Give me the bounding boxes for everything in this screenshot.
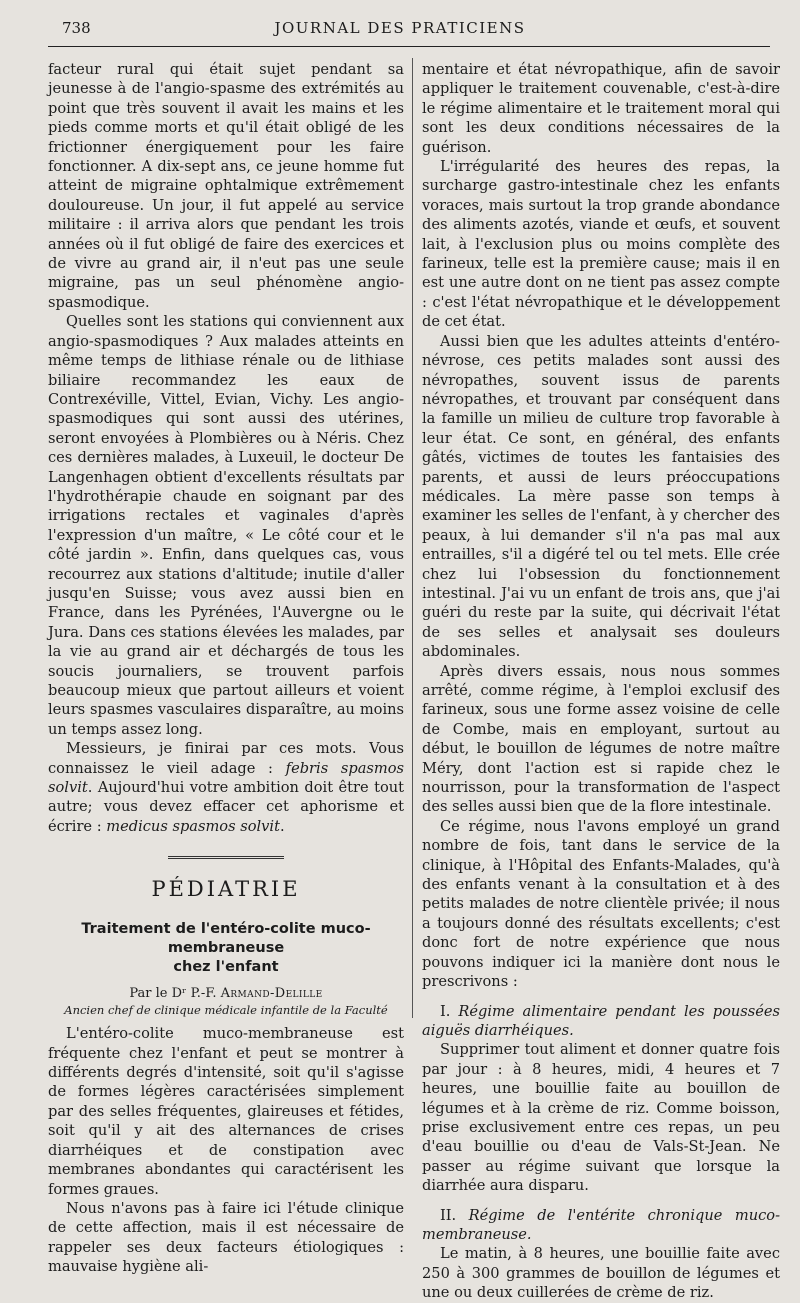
adage-latin: febris spasmos solvit: [48, 759, 405, 797]
byline-author: Armand-Delille: [220, 986, 323, 1002]
conclusion-text-c: .: [279, 817, 285, 835]
conclusion-text-a: Messieurs, je finirai par ces mots. Vous connaissez le vieil adage :: [48, 740, 404, 777]
journal-title: JOURNAL DES PRATICIENS: [274, 19, 526, 37]
right-column: [422, 60, 780, 1303]
byline-prefix: Par le Dʳ P.-F.: [129, 986, 221, 1002]
paragraph-regime-2: Le matin, à 8 heures, une bouillie faite avec 250 à 300 grammes de bouillon de légumes et une ou deux cuillerées de crème de riz.: [422, 1245, 780, 1302]
new-aphorism-latin: medicus spasmos solvit: [106, 817, 280, 835]
paragraph-intro-enterocolite: L'entéro-colite muco-membraneuse est fréquente chez l'enfant et peut se montrer à différents degrés d'intensité, soit qu'il s'agisse de formes légères caractérisées simplement par des selles fréquentes, glaireuses et fétides, soit qu'il y ait des alternances de crises diarrhéiques et de constipation avec membranes abondantes qui caractérisent les formes graues.: [48, 1025, 404, 1198]
header-rule: [48, 46, 770, 47]
article-byline: [48, 985, 404, 1002]
paragraph-migraine-case: facteur rural qui était sujet pendant sa jeunesse à de l'angio-spasme des extrémités au point que très souvent il avait les mains et les pieds comme morts et qu'il était obligé de les frictionner énergiquement pour les faire fonctionner. A dix-sept ans, ce jeune homme fut atteint de migraine ophtalmique extrêmement douloureuse. Un jour, il fut appelé au service militaire : il arriva alors que pendant les trois années où il fut obligé de faire des exercices et de vivre au grand air, il n'eut pas une seule migraine, pas un seul phénomène angio-spasmodique.: [48, 61, 404, 311]
regime-2-heading: [422, 1206, 780, 1245]
paragraph-continuation: mentaire et état névropathique, afin de savoir appliquer le traitement couvenable, c'est-à-dire le régime alimentaire et le traitement moral qui sont les deux conditions nécessaires de la guérison.: [422, 61, 780, 156]
regime-2-number: II.: [440, 1206, 469, 1224]
page-header: [0, 16, 800, 50]
section-divider-rule: [168, 856, 284, 862]
paragraph-experience: Ce régime, nous l'avons employé un grand nombre de fois, tant dans le service de la clinique, à l'Hôpital des Enfants-Malades, qu'à des enfants venant à la consultation et à des petits malades de notre clientèle privée; il nous a toujours donné des résultats excellents; c'est donc fort de notre expérience que nous pouvons indiquer ici la manière dont nous le prescrivons :: [422, 817, 780, 991]
paragraph-diet-choice: Après divers essais, nous nous sommes arrêté, comme régime, à l'emploi exclusif des farineux, sous une forme assez voisine de celle de Combe, mais en employant, surtout au début, le bouillon de légumes de notre maître Méry, dont l'action est si rapide chez le nourrisson, pour la transformation de l'aspect des selles aussi bien que de la flore intestinale.: [422, 662, 780, 816]
left-column: [48, 60, 404, 1277]
article-title-line1: Traitement de l'entéro-colite muco-membraneuse: [81, 921, 371, 957]
paragraph-conclusion: [48, 739, 404, 836]
author-affiliation: Ancien chef de clinique médicale infantile de la Faculté: [64, 1003, 388, 1018]
paragraph-first-cause: L'irrégularité des heures des repas, la surcharge gastro-intestinale chez les enfants voraces, mais surtout la trop grande abondance des aliments azotés, viande et œufs, et souvent lait, à l'exclusion plus ou moins complète des farineux, telle est la première cause; mais il en est une autre dont on ne tient pas assez compte : c'est l'état névropathique et le développement de cet état.: [422, 158, 780, 331]
regime-2-title: Régime de l'entérite chronique muco-membraneuse.: [422, 1206, 780, 1243]
regime-1-title: Régime alimentaire pendant les poussées aiguës diarrhéiques.: [422, 1002, 780, 1039]
paragraph-regime-1: Supprimer tout aliment et donner quatre fois par jour : à 8 heures, midi, 4 heures et 7 heures, une bouillie faite au bouillon de légumes et à la crème de riz. Comme boisson, prise exclusivement entre ces repas, un peu d'eau bouillie ou d'eau de Vals-St-Jean. Ne passer au régime suivant que lorsque la diarrhée aura disparu.: [422, 1041, 780, 1195]
conclusion-text-b: . Aujourd'hui votre ambition doit être tout autre; vous devez effacer cet aphorisme et écrire :: [48, 779, 404, 835]
regime-1-heading: [422, 1002, 780, 1041]
article-title: [48, 920, 404, 977]
paragraph-etiology: Nous n'avons pas à faire ici l'étude clinique de cette affection, mais il est nécessaire de rappeler ses deux facteurs étiologiques : mauvaise hygiène ali-: [48, 1199, 404, 1276]
page-number: 738: [62, 19, 91, 37]
paragraph-neuropathic: Aussi bien que les adultes atteints d'entéro-névrose, ces petits malades sont aussi des névropathes, souvent issus de parents névropathes, et trouvant par conséquent dans la famille un milieu de culture trop favorable à leur état. Ce sont, en général, des enfants gâtés, victimes de toutes les fantaisies des parents, et aussi de leurs préoccupations médicales. La mère passe son temps à examiner les selles de l'enfant, à y chercher des peaux, à lui demander s'il n'a pas mal aux entrailles, s'il a digéré tel ou tel mets. Elle crée chez lui l'obsession du fonctionnement intestinal. J'ai vu un enfant de trois ans, que j'ai guéri du reste par la suite, qui décrivait l'état de ses selles et analysait ses douleurs abdominales.: [422, 332, 780, 661]
section-title: PÉDIATRIE: [151, 877, 301, 902]
regime-1-number: I.: [440, 1002, 459, 1020]
column-divider: [412, 58, 413, 1018]
article-title-line2: chez l'enfant: [173, 959, 279, 976]
paragraph-stations: Quelles sont les stations qui conviennent aux angio-spasmodiques ? Aux malades atteints en même temps de lithiase rénale ou de lithiase biliaire recommandez les eaux de Contrexéville, Vittel, Evian, Vichy. Les angio-spasmodiques qui sont aussi des utérines, seront envoyées à Plombières ou à Néris. Chez ces dernières malades, à Luxeuil, le docteur De Langenhagen obtient d'excellents résultats par l'hydrothérapie chaude en soignant par des irrigations rectales et vaginales d'après l'expression d'un maître, « Le côté cour et le côté jardin ». Enfin, dans quelques cas, vous recourrez aux stations d'altitude; inutile d'aller jusqu'en Suisse; vous avez aussi bien en France, dans les Pyrénées, l'Auvergne ou le Jura. Dans ces stations élevées les malades, par la vie au grand air et déchargés de tous les soucis journaliers, se trouvent parfois beaucoup mieux que partout ailleurs et voient leurs spasmes vasculaires disparaître, au moins un temps assez long.: [48, 313, 404, 738]
